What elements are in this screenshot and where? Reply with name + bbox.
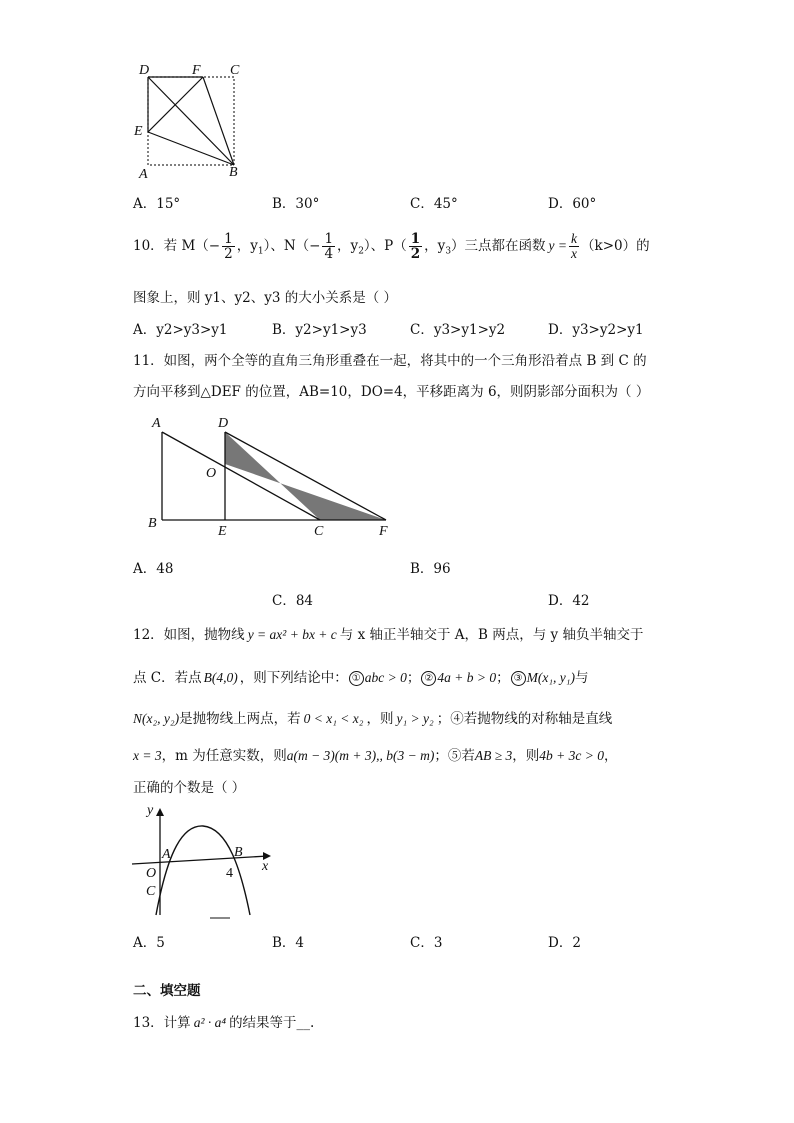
- q11-option-b[interactable]: B．96: [410, 561, 451, 577]
- segment-ac: [162, 432, 320, 520]
- q9-option-d[interactable]: D．60°: [548, 196, 597, 212]
- label-a: A: [139, 167, 148, 182]
- q12-stem-line3: N(x₂, y₂)是抛物线上两点，若 0 < x₁ < x₂ ，则 y₁ > y₂ ；④若抛物线的对称轴是直线: [133, 711, 613, 727]
- q11-option-a[interactable]: A．48: [133, 561, 174, 577]
- q9-option-b[interactable]: B．30°: [272, 196, 320, 212]
- label-o: O: [146, 866, 157, 881]
- label-b: B: [148, 516, 157, 531]
- section-title: 二、填空题: [133, 983, 201, 999]
- label-f: F: [192, 63, 201, 78]
- x-axis: [132, 856, 268, 864]
- label-o: O: [206, 466, 217, 481]
- q12-stem-line2: 点 C．若点 B(4,0) ，则下列结论中： ① abc > 0； ② 4a + b > 0； ③ M(x₁, y₁)与: [133, 670, 589, 686]
- segment-fb: [203, 77, 234, 165]
- label-x: x: [262, 859, 269, 874]
- q9-option-a[interactable]: A．15°: [133, 196, 181, 212]
- q12-option-c[interactable]: C．3: [410, 935, 443, 951]
- q10-option-b[interactable]: B．y2>y1>y3: [272, 322, 367, 338]
- q11-triangles-figure: [140, 415, 400, 535]
- q12-option-a[interactable]: A．5: [133, 935, 165, 951]
- label-d: D: [218, 416, 229, 431]
- q12-stem-line5: 正确的个数是（ ）: [133, 780, 246, 796]
- segment-db: [148, 77, 234, 165]
- label-e: E: [134, 124, 143, 139]
- label-y: y: [147, 803, 154, 818]
- segment-df: [225, 432, 386, 520]
- label-e: E: [218, 524, 227, 539]
- q10-stem-line2: 图象上，则 y1、y2、y3 的大小关系是（ ）: [133, 290, 398, 306]
- q10-frac-m: $\frac{1}{2}$: [224, 231, 233, 262]
- q10-frac-p: $\frac{1}{2}$: [410, 231, 421, 262]
- label-c: C: [230, 63, 240, 78]
- q11-option-c[interactable]: C．84: [272, 593, 314, 609]
- parabola-curve: [156, 826, 250, 915]
- q11-stem-line2: 方向平移到△DEF 的位置，AB=10，DO=4，平移距离为 6，则阴影部分面积为（ ）: [133, 384, 650, 400]
- label-a: A: [152, 416, 161, 431]
- label-a: A: [162, 847, 171, 862]
- q10-stem-line1: 10．若 M（− $\frac{1}{2}$ ，$y_1$）、N（− $\frac{1}{4}$ ，$y_2$）、P（ $\frac{1}{2}$ ，$y_3$）三点都在函数 y = $\frac{k}{x}$ （k>0）的: [133, 231, 650, 262]
- q10-option-d[interactable]: D．y3>y2>y1: [548, 322, 644, 338]
- q12-stem-line1: 12．如图，抛物线 y = ax² + bx + c 与 x 轴正半轴交于 A，B 两点，与 y 轴负半轴交于: [133, 627, 644, 643]
- q10-frac-n: $\frac{1}{4}$: [324, 231, 334, 262]
- label-c: C: [146, 884, 156, 899]
- q12-option-d[interactable]: D．2: [548, 935, 581, 951]
- q9-option-c[interactable]: C．45°: [410, 196, 458, 212]
- label-b: B: [234, 845, 243, 860]
- label-4: 4: [226, 866, 233, 881]
- q10-option-c[interactable]: C．y3>y1>y2: [410, 322, 506, 338]
- q11-option-d[interactable]: D．42: [548, 593, 590, 609]
- label-d: D: [139, 63, 150, 78]
- q10-option-a[interactable]: A．y2>y3>y1: [133, 322, 228, 338]
- label-c: C: [314, 524, 324, 539]
- q10-frac-k: $\frac{k}{x}$: [571, 231, 578, 261]
- q12-option-b[interactable]: B．4: [272, 935, 305, 951]
- segment-eb: [148, 132, 234, 165]
- q12-stem-line4: x = 3，m 为任意实数，则a(m − 3)(m + 3),, b(3 − m)；⑤若AB ≥ 3，则4b + 3c > 0，: [133, 748, 618, 764]
- y-axis-arrow: [156, 808, 164, 816]
- q13-stem: 13．计算 a² · a⁴ 的结果等于__.: [133, 1015, 315, 1031]
- q11-stem-line1: 11．如图，两个全等的直角三角形重叠在一起，将其中的一个三角形沿着点 B 到 C 的: [133, 353, 647, 369]
- label-b: B: [229, 165, 238, 180]
- label-f: F: [379, 524, 388, 539]
